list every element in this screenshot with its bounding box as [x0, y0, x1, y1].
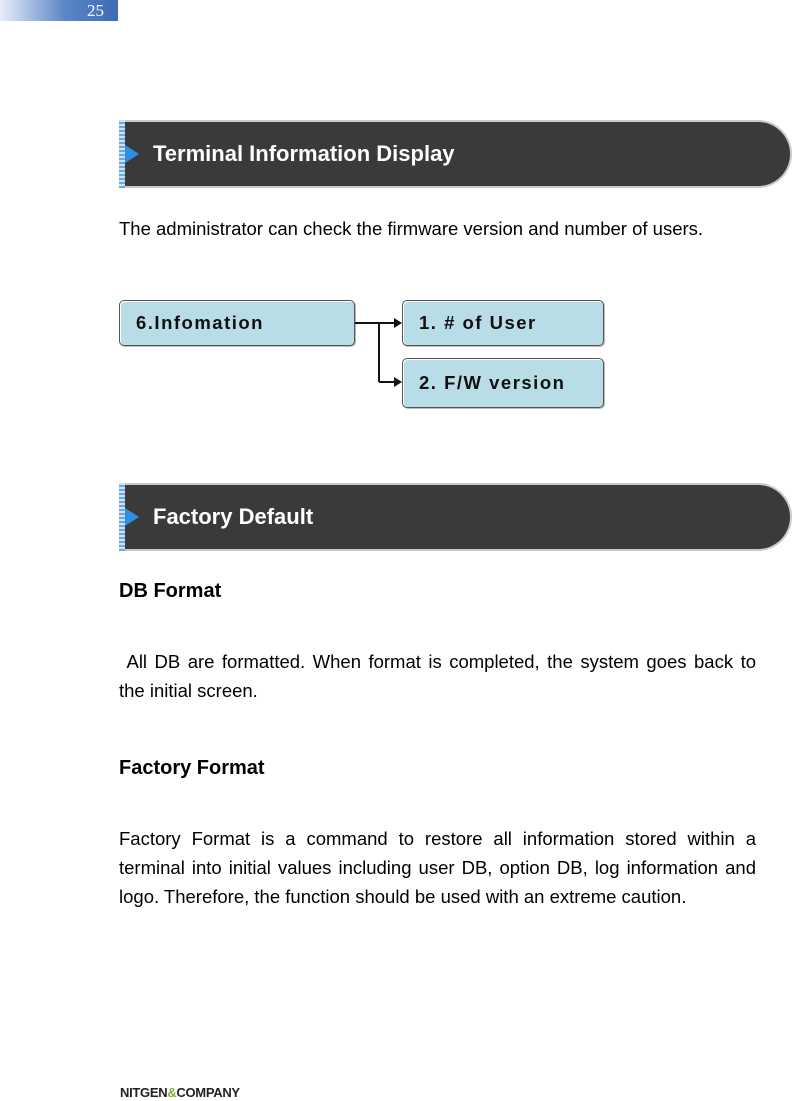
logo-text-right: COMPANY — [176, 1085, 240, 1100]
factory-format-description: Factory Format is a command to restore all information stored within a terminal into initial values including user DB, option DB, log information and logo. Therefore, the function should be used with an extreme caution. — [119, 828, 756, 907]
diagram-box-fw-version: 2. F/W version — [402, 358, 604, 408]
section-header-factory-default — [119, 483, 792, 551]
section-title: Terminal Information Display — [153, 141, 455, 166]
play-triangle-icon — [125, 508, 139, 526]
logo-text-left: NITGEN — [120, 1085, 168, 1100]
db-format-description: All DB are formatted. When format is completed, the system goes back to the initial screen. — [119, 651, 762, 701]
arrow-right-icon — [394, 377, 402, 387]
db-format-heading: DB Format — [119, 580, 222, 602]
terminal-info-description: The administrator can check the firmware version and number of users. — [119, 218, 704, 239]
connector-lines — [355, 323, 394, 382]
page-number: 25 — [0, 0, 118, 21]
section-title: Factory Default — [153, 504, 314, 529]
diagram-box-user-count: 1. # of User — [402, 300, 604, 346]
diagram-box-information: 6.Infomation — [119, 300, 355, 346]
factory-format-heading: Factory Format — [119, 757, 265, 779]
arrow-right-icon — [394, 318, 402, 328]
logo-ampersand: & — [167, 1085, 177, 1100]
